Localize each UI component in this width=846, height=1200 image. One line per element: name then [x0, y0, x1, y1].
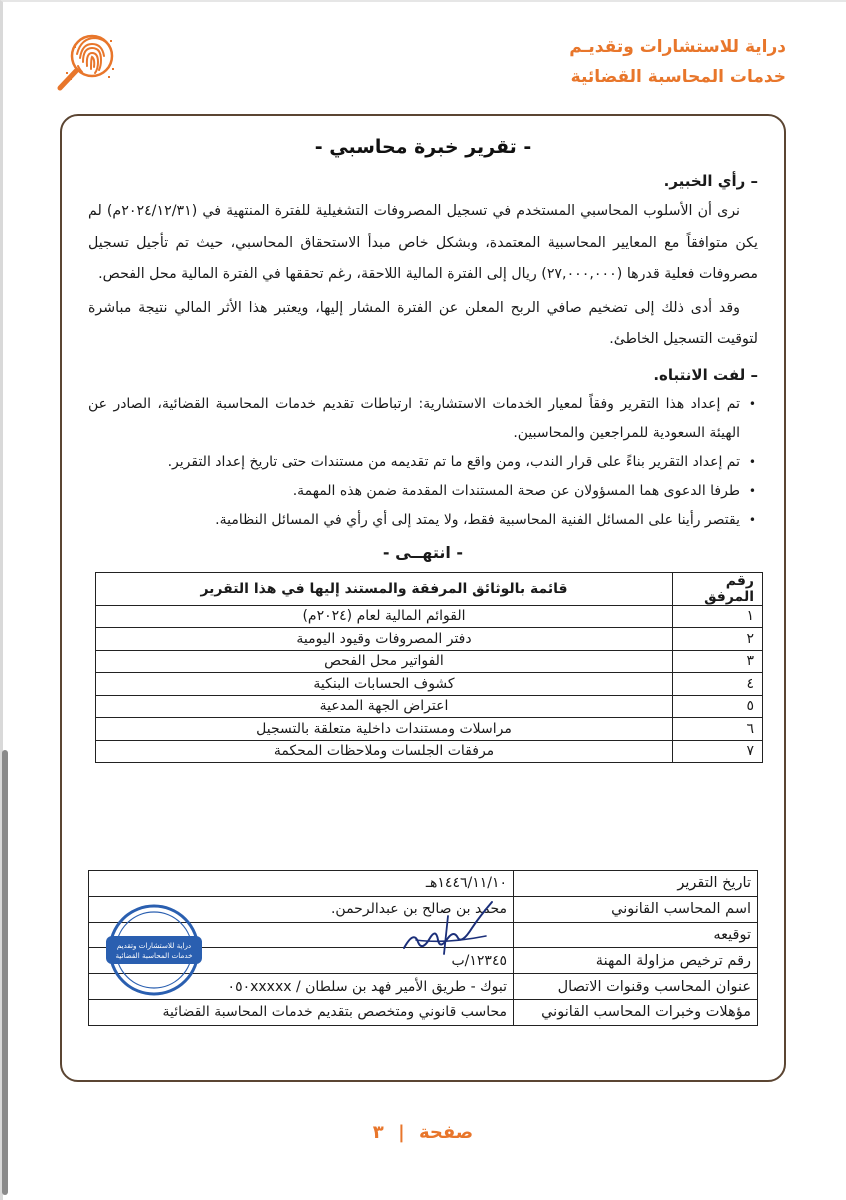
table-row [96, 740, 763, 763]
table-row [96, 718, 763, 741]
attachment-number: ٧ [673, 740, 763, 763]
attachments-header-row [96, 572, 763, 605]
opinion-heading: – رأي الخبير. [663, 172, 758, 190]
company-seal-stamp [106, 902, 202, 998]
attachments-col-number: رقم المرفق [673, 572, 763, 605]
footer-separator: | [398, 1122, 405, 1143]
attachment-document: كشوف الحسابات البنكية [96, 673, 673, 696]
table-row [89, 999, 758, 1025]
attachment-document: القوائم المالية لعام (٢٠٢٤م) [96, 605, 673, 628]
attachments-col-document: قائمة بالوثائق المرفقة والمستند إليها في هذا التقرير [96, 572, 673, 605]
info-label-license: رقم ترخيص مزاولة المهنة [514, 948, 758, 974]
table-row [96, 673, 763, 696]
report-title: - تقرير خبرة محاسبي - [314, 136, 532, 158]
notice-item: • يقتصر رأينا على المسائل الفنية المحاسبية فقط، ولا يمتد إلى أي رأي في المسائل النظامية. [88, 506, 758, 535]
notice-item: • تم إعداد التقرير بناءً على قرار الندب، ومن واقع ما تم تقديمه من مستندات حتى تاريخ إعداد التقرير. [88, 448, 758, 477]
page-footer [0, 1122, 846, 1143]
brand-header [569, 32, 786, 92]
attachment-document: الفواتير محل الفحص [96, 650, 673, 673]
info-label-signature: توقيعه [514, 922, 758, 948]
info-value-report-date: ١٤٤٦/١١/١٠هـ [89, 871, 514, 897]
brand-line-2: خدمات المحاسبة القضائية [570, 67, 786, 87]
info-value-accountant-name: محمد بن صالح بن عبدالرحمن. [89, 896, 514, 922]
attachment-number: ٤ [673, 673, 763, 696]
table-row [96, 695, 763, 718]
info-value-qualifications: محاسب قانوني ومتخصص بتقديم خدمات المحاسبة القضائية [89, 999, 514, 1025]
notice-list [88, 390, 758, 535]
notice-item: • تم إعداد هذا التقرير وفقاً لمعيار الخدمات الاستشارية: ارتباطات تقديم خدمات المحاسبة القضائية، الصادر عن الهيئة السعودية للمراجعين والمحاسبين. [88, 390, 758, 448]
info-label-qualifications: مؤهلات وخبرات المحاسب القانوني [514, 999, 758, 1025]
attachment-number: ٣ [673, 650, 763, 673]
info-value-license: ١٢٣٤٥/ب [89, 948, 514, 974]
info-label-address: عنوان المحاسب وقنوات الاتصال [514, 974, 758, 1000]
notice-heading: – لفت الانتباه. [653, 365, 758, 384]
attachment-document: دفتر المصروفات وقيود اليومية [96, 628, 673, 651]
notice-item: • طرفا الدعوى هما المسؤولان عن صحة المستندات المقدمة ضمن هذه المهمة. [88, 477, 758, 506]
table-row [96, 650, 763, 673]
opinion-paragraph-2: وقد أدى ذلك إلى تضخيم صافي الربح المعلن عن الفترة المشار إليها، ويعتبر هذا الأثر المالي نتيجة مباشرة لتوقيت التسجيل الخاطئ. [88, 299, 758, 347]
seal-line-1: دراية للاستشارات وتقديم [116, 941, 192, 950]
table-row [89, 871, 758, 897]
attachment-number: ٥ [673, 695, 763, 718]
end-mark: - انتهــى - [382, 542, 464, 562]
attachment-number: ٢ [673, 628, 763, 651]
opinion-paragraph-1: نرى أن الأسلوب المحاسبي المستخدم في تسجيل المصروفات التشغيلية للفترة المنتهية في (٢٠٢٤/١٢/٣١م) لم يكن متوافقاً مع المعايير المحاسبية المعتمدة، وبشكل خاص مبدأ الاستحقاق المحاسبي، حيث تم تأجيل تسجيل مصروفات فعلية قدرها (٢٧,٠٠٠,٠٠٠) ريال إلى الفترة المالية اللاحقة، رغم تحققها في الفترة المالية محل الفحص. [88, 203, 758, 282]
attachment-number: ٦ [673, 718, 763, 741]
attachment-number: ١ [673, 605, 763, 628]
report-body [88, 130, 758, 763]
attachment-document: اعتراض الجهة المدعية [96, 695, 673, 718]
info-label-accountant-name: اسم المحاسب القانوني [514, 896, 758, 922]
seal-line-2: خدمات المحاسبة القضائية [115, 951, 193, 960]
info-value-address: تبوك - طريق الأمير فهد بن سلطان / ٠٥٠xxxxx [89, 974, 514, 1000]
page-label: صفحة [418, 1122, 474, 1143]
attachment-document: مراسلات ومستندات داخلية متعلقة بالتسجيل [96, 718, 673, 741]
table-row [96, 628, 763, 651]
table-row [96, 605, 763, 628]
handwritten-signature [396, 896, 506, 966]
attachments-table [95, 572, 763, 764]
info-label-report-date: تاريخ التقرير [514, 871, 758, 897]
fingerprint-magnifier-logo-icon [50, 28, 122, 100]
brand-line-1: دراية للاستشارات وتقديـم [569, 37, 786, 57]
page-number: ٣ [372, 1122, 384, 1143]
attachment-document: مرفقات الجلسات وملاحظات المحكمة [96, 740, 673, 763]
